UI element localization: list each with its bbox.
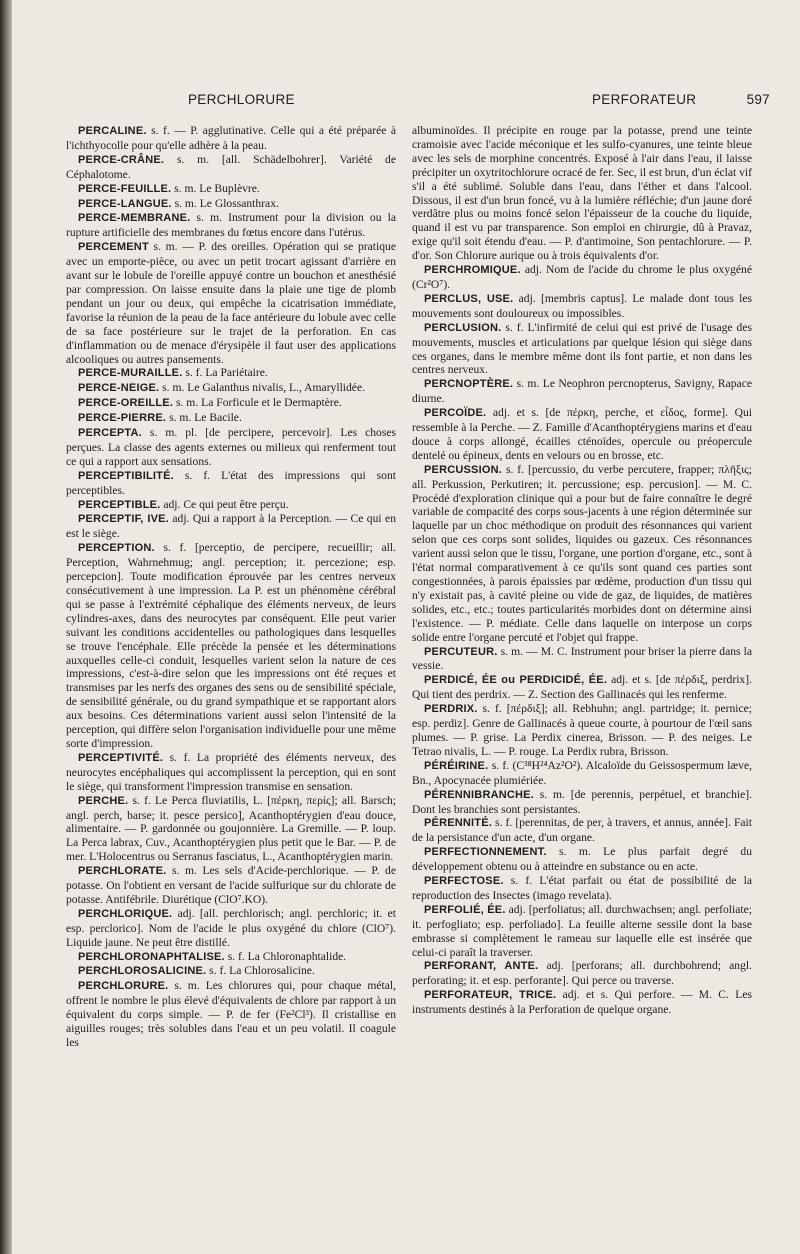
dictionary-entry	[66, 498, 396, 513]
entry-definition: s. m. Le Bacile.	[166, 411, 242, 425]
dictionary-entry	[412, 874, 752, 903]
dictionary-entry	[412, 903, 752, 960]
entry-headword: PERCHLOROSALICINE.	[78, 965, 207, 978]
entry-headword: PERCHLORATE.	[78, 865, 167, 878]
entry-definition: adj. et s. [de πέρκη, perche, et εἶδος, forme]. Qui ressemble à la Perche. — Z. Famille d'Acanthoptérygiens marins et d'eau douce à corps allongé, écailles cténoïdes, opercule ou préopercule dentelé ou épineux, dents en velours ou en brosse, etc.	[412, 406, 752, 462]
entry-headword: PERCEPTION.	[78, 542, 155, 555]
entry-headword: PERCUSSION.	[424, 463, 502, 476]
entry-headword: PERCE-NEIGE.	[78, 382, 160, 395]
dictionary-entry	[66, 907, 396, 950]
entry-definition: s. f. La Chlorosalicine.	[206, 964, 315, 978]
entry-headword: PERCHROMIQUE.	[424, 264, 521, 277]
entry-headword: PERCHLORONAPHTALISE.	[78, 950, 225, 963]
entry-headword: PERCUTEUR.	[424, 645, 498, 658]
entry-headword: PERCE-FEUILLE.	[78, 182, 172, 195]
dictionary-page	[12, 0, 800, 1254]
entry-definition: s. f. [perennitas, de per, à travers, et annus, année]. Fait de la persistance d'un acte, d'un organe.	[412, 816, 752, 845]
dictionary-entry	[66, 864, 396, 907]
entry-headword: PERCALINE.	[78, 125, 147, 137]
entry-headword: PÉRÉIRINE.	[424, 759, 489, 772]
entry-headword: PERCEPTIBLE.	[78, 498, 161, 511]
entry-definition: s. m. Les sels d'Acide-perchlorique. — P. de potasse. On l'obtient en versant de l'acide sulfurique sur du chlorate de potasse. Antifébrile. Diurétique (ClO⁷.KO).	[66, 864, 396, 906]
dictionary-entry	[412, 124, 752, 263]
dictionary-entry	[412, 321, 752, 378]
entry-headword: PERFORANT, ANTE.	[424, 960, 539, 973]
entry-headword: PERCEPTIVITÉ.	[78, 751, 164, 764]
dictionary-entry	[66, 794, 396, 865]
entry-headword: PERCE-MURAILLE.	[78, 367, 183, 380]
dictionary-entry	[66, 211, 396, 240]
entry-headword: PERCE-OREILLE.	[78, 397, 174, 410]
entry-headword: PERCNOPTÈRE.	[424, 378, 514, 391]
entry-headword: PERCHLORURE.	[78, 980, 169, 993]
entry-headword: PERCOÏDE.	[424, 407, 487, 420]
entry-definition: s. f. [perceptio, de percipere, recueillir; all. Perception, Wahrnehmug; angl. perception; it. percezione; esp. percepcion]. Toute modification éprouvée par les centres nerveux consécutivement à une impression. La P. est un phénomène cérébral qui se passe à l'extrémité céphalique des éléments nerveux, de leurs cylindres-axes, dans des neurocytes par conséquent. Elle peut varier suivant les conditions accidentelles ou pathologiques dans lesquelles se trouve l'encéphale. Elle précède la pensée et les déterminations auxquelles celle-ci conduit, lesquelles varient selon la nature de ces impressions, c'est-à-dire selon que les impressions ont été reçues et transmises par les nerfs des organes des sens ou de sensibilité spéciale, de sensibilité générale, ou du grand sympathique et se rapportant alors aux besoins. Ces déterminations varient aussi selon l'intensité de la perception, qui diffère selon l'organisation individuelle pour une même sorte d'impression.	[66, 541, 396, 750]
dictionary-entry	[412, 463, 752, 645]
entry-headword: PERCEPTA.	[78, 427, 142, 440]
entry-definition: s. f. La Chloronaphtalide.	[224, 949, 347, 963]
entry-definition: s. f. L'état des impressions qui sont perceptibles.	[66, 468, 396, 497]
entry-headword: PERFECTIONNEMENT.	[424, 846, 547, 859]
entry-definition: adj. [membris captus]. Le malade dont tous les mouvements sont douloureux ou impossibles.	[412, 291, 752, 320]
dictionary-entry	[66, 541, 396, 751]
entry-definition: s. f. L'état parfait ou état de possibilité de la reproduction des Insectes (imago revelata).	[412, 874, 752, 902]
entry-definition: s. f. Le Perca fluviatilis, L. [πέρκη, περίς]; all. Barsch; angl. perch, barse; it. pesce persico], Acanthoptérygien d'eau douce, alimentaire. — P. gardonnée ou goujonnière. La Gremille. — P. loup. La Perca labrax, Cuv., Acanthoptérygien plus petit que le Bar. — P. de mer. L'Holocentrus ou Serranus fasciatus, L., Acanthoptérygien marin.	[66, 793, 396, 864]
dictionary-entry	[412, 702, 752, 759]
dictionary-entry	[66, 979, 396, 1050]
dictionary-entry	[412, 845, 752, 874]
dictionary-entry	[412, 645, 752, 674]
entry-headword: PERCEMENT	[78, 241, 149, 254]
dictionary-entry	[412, 292, 752, 321]
dictionary-entry	[66, 366, 396, 381]
entry-definition: adj. [all. perchlorisch; angl. perchloric; it. et esp. perclorico]. Nom de l'acide le plus oxygéné du chlore (ClO⁷). Liquide jaune. Ne peut être distillé.	[66, 906, 396, 949]
page-number: 597	[746, 92, 770, 107]
entry-headword: PERFORATEUR, TRICE.	[424, 989, 557, 1002]
entry-definition: adj. Nom de l'acide du chrome le plus oxygéné (Cr²O⁷).	[412, 263, 752, 291]
entry-definition: s. f. [percussio, du verbe percutere, frapper; πλῆξις; all. Perkussion, Perkutiren; it. percussione; esp. percusion]. — M. C. Procédé d'exploration clinique qui a pour but de faire connaître le degré variable de compacité des corps sous-jacents à une région déterminée sur laquelle par un choc méthodique on produit des résonnances qui varient selon que ces corps sont solides, liquides ou gazeux. Ces résonnances varient aussi selon que le tissu, l'organe, une portion d'organe, etc., sont à l'état normal comparativement à ce qu'ils sont quand ces parties sont congestionnées, à parois épaissies par œdème, production d'un tissu qui n'y existait pas, à cavité pleine ou vide de gaz, de liquides, de matières solides, etc., etc.; toutes particularités morbides dont on détermine ainsi l'existence. — P. médiate. Celle dans laquelle on interpose un corps solide entre l'organe percuté et l'objet qui frappe.	[412, 462, 752, 644]
entry-headword: PERCE-LANGUE.	[78, 197, 172, 210]
left-column	[66, 124, 396, 1050]
dictionary-entry	[66, 751, 396, 794]
dictionary-entry	[412, 377, 752, 406]
dictionary-entry	[66, 182, 396, 197]
header-left-word: PERCHLORURE	[188, 92, 295, 107]
dictionary-entry	[412, 788, 752, 817]
dictionary-entry	[412, 263, 752, 292]
entry-definition: adj. et s. [de πέρδιξ, perdrix]. Qui tient des perdrix. — Z. Section des Gallinacés qui les renferme.	[412, 673, 752, 702]
entry-definition: s. m. [all. Schädelbohrer]. Variété de Céphalotome.	[66, 152, 396, 181]
entry-headword: PERCE-CRÂNE.	[78, 153, 165, 166]
dictionary-entry	[66, 381, 396, 396]
entry-definition: adj. [perfoliatus; all. durchwachsen; angl. perfoliate; it. perfogliato; esp. perfoliado]. La feuille alterne sessile dont la base embrasse si complètement le rameau sur laquelle elle est insérée que celui-ci paraît la traverser.	[412, 902, 752, 959]
dictionary-entry	[66, 512, 396, 541]
entry-headword: PERFOLIÉ, ÉE.	[424, 903, 506, 916]
dictionary-entry	[412, 816, 752, 845]
entry-headword: PERCEPTIBILITÉ.	[78, 469, 174, 482]
book-spine-edge	[0, 0, 12, 1254]
right-column	[412, 124, 752, 1017]
dictionary-entry	[66, 396, 396, 411]
entry-headword: PERCLUSION.	[424, 321, 502, 334]
dictionary-entry	[66, 124, 396, 153]
dictionary-entry	[412, 988, 752, 1017]
entry-definition: s. f. [πέρδιξ]; all. Rebhuhn; angl. partridge; it. pernice; esp. perdiz]. Genre de Gallinacés à queue courte, à pourtour de l'œil sans plumes. — P. grise. La Perdix cinerea, Brisson. — P. des neiges. Le Tetrao nivalis, L. — P. rouge. La Perdix rubra, Brisson.	[412, 702, 752, 758]
entry-definition: s. m. Le Buplèvre.	[171, 181, 260, 195]
dictionary-entry	[66, 411, 396, 426]
dictionary-entry	[66, 964, 396, 979]
dictionary-entry	[66, 950, 396, 965]
dictionary-entry	[66, 469, 396, 498]
entry-definition: s. f. La propriété des éléments nerveux, des neurocytes encéphaliques qui accomplissent la perception, qui en sont le siège, qui transforment l'impression transmise en sensation.	[66, 750, 396, 793]
entry-headword: PERCE-MEMBRANE.	[78, 212, 191, 225]
entry-definition: s. m. Le Neophron percnopterus, Savigny, Rapace diurne.	[412, 377, 752, 406]
entry-headword: PERCLUS, USE.	[424, 292, 514, 305]
dictionary-entry	[66, 240, 396, 366]
entry-definition: s. m. Instrument pour la division ou la rupture artificielle des membranes du fœtus encore dans l'utérus.	[66, 211, 396, 240]
entry-definition: adj. Ce qui peut être perçu.	[160, 497, 289, 511]
entry-headword: PERDICÉ, ÉE ou PERDICIDÉ, ÉE.	[424, 674, 608, 687]
entry-definition: s. f. (C³⁸H²⁴Az²O²). Alcaloïde du Geissospermum læve, Bn., Apocynacée plumiériée.	[412, 758, 752, 787]
entry-definition: s. m. Le Glossanthrax.	[171, 196, 279, 210]
entry-definition: s. m. [de perennis, perpétuel, et branchie]. Dont les branchies sont persistantes.	[412, 787, 752, 816]
entry-definition: albuminoïdes. Il précipite en rouge par la potasse, prend une teinte cramoisie avec l'acide méconique et les sulfo-cyanures, une teinte bleue avec les sels de morphine concentrés. Exposé à l'air dans l'eau, il laisse précipiter un oxytritochlorure ocracé de fer. Sec, il est brun, d'un éclat vif s'il a été sublimé. Soluble dans l'eau, dans l'éther et dans l'alcool. Dissous, il est d'un brun foncé, vu à la lumière réfléchie; d'un jaune doré verdâtre plus ou moins foncé selon l'épaisseur de la couche du liquide, quand il est vu par transparence. Son emploi en chirurgie, dû à Pravaz, exige qu'il soit étendu d'eau. — P. d'antimoine, Son pentachlorure. — P. d'or. Son Chlorure aurique ou à trois équivalents d'or.	[412, 124, 752, 263]
entry-headword: PERCEPTIF, IVE.	[78, 513, 169, 526]
entry-definition: s. m. — P. des oreilles. Opération qui se pratique avec un emporte-pièce, ou avec un petit trocart agissant d'arrière en avant sur le lobule de l'oreille appuyé contre un bouchon et anesthésié par compression. On laisse ensuite dans la plaie une tige de plomb pendant un jour ou deux, qui empêche la cicatrisation immédiate, favorise la réunion de la peau de la face antérieure du lobule avec celle de sa face postérieure sur le trajet de la perforation. En cas d'inflammation ou de menace d'érysipèle il faut user des applications alcooliques ou autres pansements.	[66, 240, 396, 366]
entry-headword: PERCHLORIQUE.	[78, 907, 173, 920]
dictionary-entry	[412, 759, 752, 788]
entry-definition: adj. et s. Qui perfore. — M. C. Les instruments destinés à la Perforation de quelque organe.	[412, 988, 752, 1017]
entry-definition: s. m. Le Galanthus nivalis, L., Amaryllidée.	[159, 381, 365, 395]
entry-definition: adj. Qui a rapport à la Perception. — Ce qui en est le siège.	[66, 512, 396, 541]
entry-headword: PÉRENNIBRANCHE.	[424, 788, 534, 801]
entry-headword: PERCE-PIERRE.	[78, 412, 167, 425]
entry-definition: s. m. Le plus parfait degré du développement obtenu ou à atteindre en substance ou en acte.	[412, 845, 752, 874]
entry-definition: s. f. L'infirmité de celui qui est privé de l'usage des mouvements, muscles et articulations par quelque lésion qui siège dans ces organes, dans le membre même dont ils font partie, et non dans les centres nerveux.	[412, 320, 752, 377]
dictionary-entry	[66, 197, 396, 212]
entry-definition: s. m. — M. C. Instrument pour briser la pierre dans la vessie.	[412, 644, 752, 673]
entry-definition: s. m. Les chlorures qui, pour chaque métal, offrent le nombre le plus élevé d'équivalents de chlore par rapport à un équivalent du corps simple. — P. de fer (Fe²Cl³). Il cristallise en aiguilles rouges; très solubles dans l'eau et un peu volatil. Il coagule les	[66, 979, 396, 1049]
entry-headword: PERCHE.	[78, 794, 129, 807]
dictionary-entry	[66, 426, 396, 469]
entry-definition: s. m. pl. [de percipere, percevoir]. Les choses perçues. La classe des agents externes ou milieux qui renferment tout ce qui a rapport aux sensations.	[66, 426, 396, 468]
entry-definition: adj. [perforans; all. durchbohrend; angl. perforating; it. et esp. perforante]. Qui perce ou traverse.	[412, 959, 752, 988]
running-head	[76, 92, 770, 110]
entry-headword: PERFECTOSE.	[424, 875, 504, 888]
entry-headword: PERDRIX.	[424, 703, 478, 716]
entry-definition: s. m. La Forficule et le Dermaptère.	[173, 396, 342, 410]
entry-definition: s. f. — P. agglutinative. Celle qui a été préparée à l'ichthyocolle pour qu'elle adhère à la peau.	[66, 124, 396, 152]
dictionary-entry	[412, 959, 752, 988]
dictionary-entry	[412, 673, 752, 702]
dictionary-entry	[66, 153, 396, 182]
entry-definition: s. f. La Pariétaire.	[182, 366, 268, 380]
header-right-word: PERFORATEUR	[592, 92, 697, 107]
dictionary-entry	[412, 406, 752, 463]
entry-headword: PÉRENNITÉ.	[424, 817, 493, 830]
